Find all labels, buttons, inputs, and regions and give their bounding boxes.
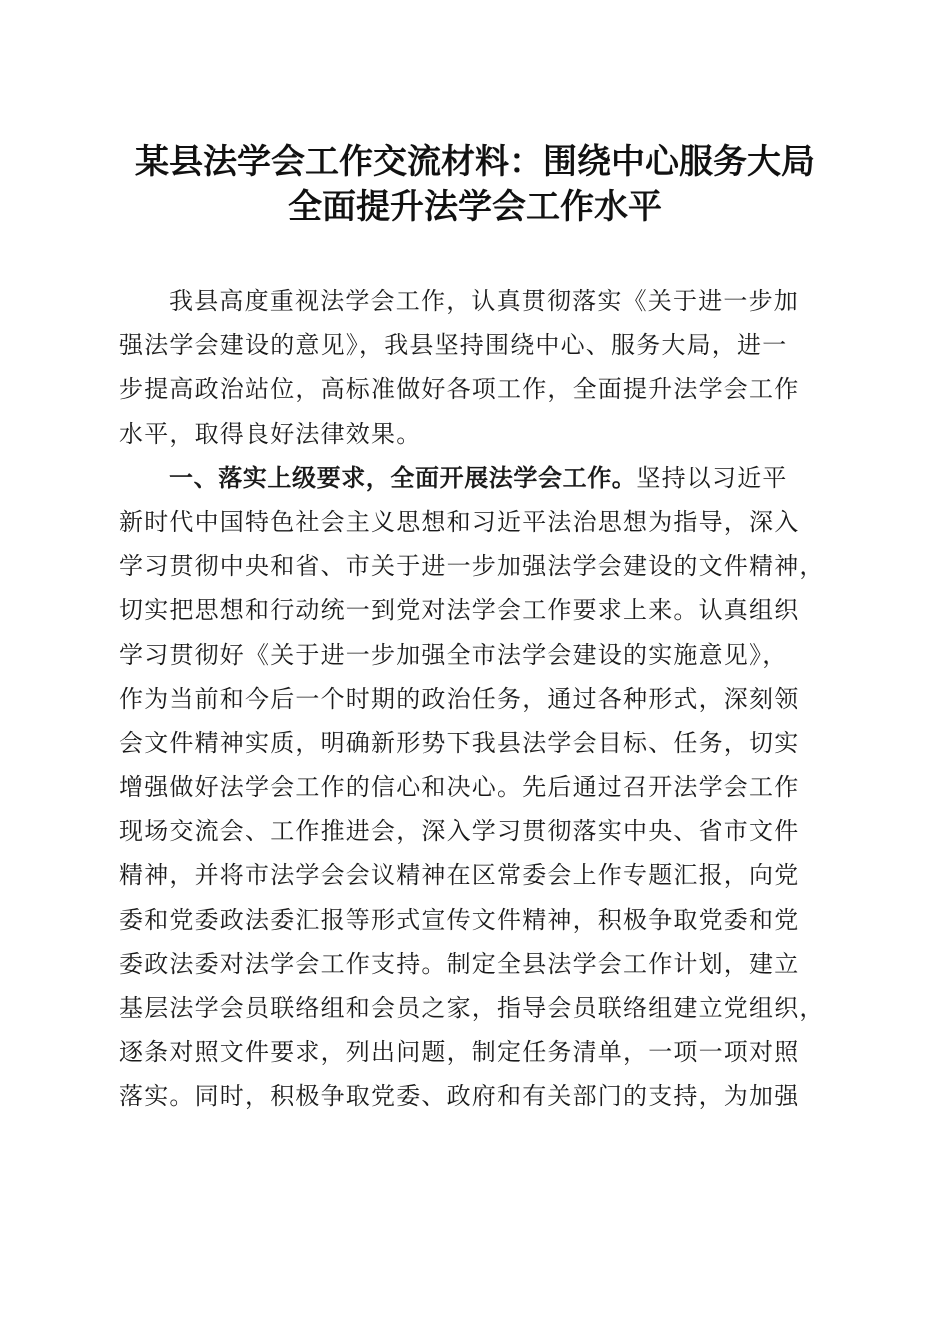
section-1-line: 作为当前和今后一个时期的政治任务，通过各种形式，深刻领 bbox=[119, 684, 800, 713]
section-1-line: 新时代中国特色社会主义思想和习近平法治思想为指导，深入 bbox=[119, 507, 800, 536]
section-1-line: 逐条对照文件要求，列出问题，制定任务清单，一项一项对照 bbox=[119, 1038, 800, 1067]
document-title-line-2: 全面提升法学会工作水平 bbox=[288, 187, 662, 227]
section-1-line: 落实。同时，积极争取党委、政府和有关部门的支持，为加强 bbox=[119, 1082, 800, 1111]
document-title-line-1: 某县法学会工作交流材料：围绕中心服务大局 bbox=[135, 142, 815, 182]
section-1-line: 学习贯彻中央和省、市关于进一步加强法学会建设的文件精神， bbox=[119, 552, 825, 581]
document-body bbox=[119, 279, 835, 1119]
section-1-line: 学习贯彻好《关于进一步加强全市法学会建设的实施意见》， bbox=[119, 640, 788, 669]
section-1-line: 委政法委对法学会工作支持。制定全县法学会工作计划，建立 bbox=[119, 949, 800, 978]
section-1-heading: 一、落实上级要求，全面开展法学会工作。 bbox=[169, 463, 637, 492]
paragraph-1-line: 强法学会建设的意见》，我县坚持围绕中心、服务大局，进一 bbox=[119, 331, 788, 360]
paragraph-1-line: 步提高政治站位，高标准做好各项工作，全面提升法学会工作 bbox=[119, 375, 800, 404]
section-1-line: 精神，并将市法学会会议精神在区常委会上作专题汇报，向党 bbox=[119, 861, 800, 890]
section-1-line: 会文件精神实质，明确新形势下我县法学会目标、任务，切实 bbox=[119, 728, 800, 757]
section-1-line: 切实把思想和行动统一到党对法学会工作要求上来。认真组织 bbox=[119, 596, 800, 625]
section-1-line: 基层法学会员联络组和会员之家，指导会员联络组建立党组织， bbox=[119, 994, 825, 1022]
paragraph-1-line: 水平，取得良好法律效果。 bbox=[119, 419, 422, 448]
paragraph-1-line: 我县高度重视法学会工作，认真贯彻落实《关于进一步加 bbox=[169, 287, 799, 315]
section-1-line: 委和党委政法委汇报等形式宣传文件精神，积极争取党委和党 bbox=[119, 905, 800, 934]
section-1-first-line bbox=[119, 456, 835, 500]
section-1-line: 增强做好法学会工作的信心和决心。先后通过召开法学会工作 bbox=[119, 773, 800, 802]
section-1-first-line-rest: 坚持以习近平 bbox=[636, 463, 788, 492]
section-1-line: 现场交流会、工作推进会，深入学习贯彻落实中央、省市文件 bbox=[119, 817, 800, 846]
